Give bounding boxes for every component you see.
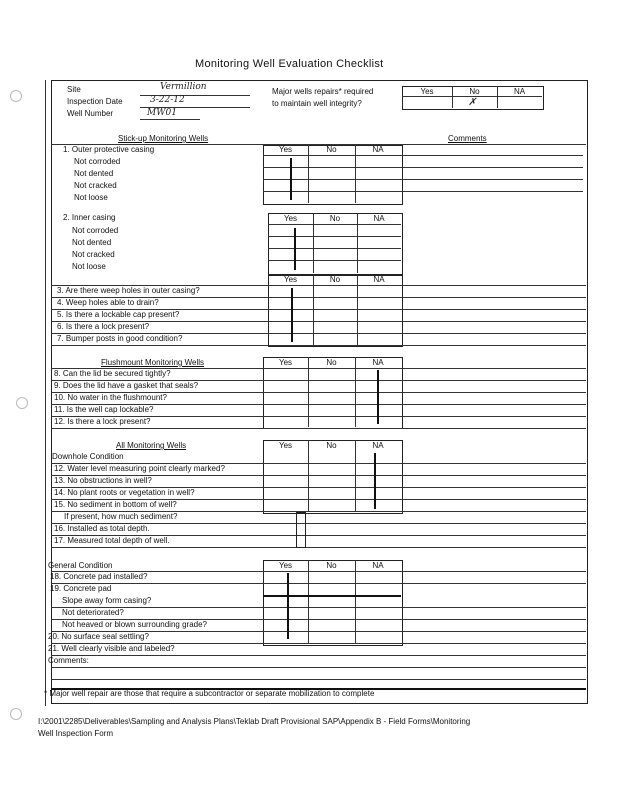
repairs-no-check[interactable]: ✗ — [468, 97, 477, 108]
no-header: No — [326, 441, 337, 450]
na-header: NA — [372, 561, 384, 570]
yes-header: Yes — [278, 358, 293, 367]
q2-item: Not cracked — [72, 250, 115, 259]
punch-hole — [10, 708, 22, 720]
file-path-cont: Well Inspection Form — [38, 729, 113, 738]
na-header: NA — [373, 275, 385, 284]
all-heading: All Monitoring Wells — [116, 441, 187, 450]
q11-label: 11. Is the well cap lockable? — [54, 405, 154, 414]
q2-item: Not dented — [72, 238, 112, 247]
q19-item: Slope away form casing? — [62, 596, 152, 605]
q4-label: 4. Weep holes able to drain? — [57, 298, 159, 307]
grid-line — [268, 224, 401, 225]
repairs-question-1: Major wells repairs* required — [272, 87, 374, 96]
no-header: No — [329, 275, 341, 284]
q1-grid — [263, 145, 403, 205]
row-line — [51, 667, 586, 668]
q18-label: 18. Concrete pad installed? — [50, 572, 148, 581]
q19-label: 19. Concrete pad — [50, 584, 112, 593]
footnote: * Major well repair are those that require a subcontractor or separate mobilization to complete — [44, 689, 375, 698]
q14-label: 14. No plant roots or vegetation in well? — [54, 488, 195, 497]
q12b-label: 12. Water level measuring point clearly marked? — [54, 464, 225, 473]
q15b-label: If present, how much sediment? — [64, 512, 178, 521]
q3-label: 3. Are there weep holes in outer casing? — [57, 286, 200, 295]
grid-line — [263, 155, 583, 156]
yes-check-line[interactable] — [287, 573, 289, 639]
q1-label: 1. Outer protective casing — [63, 145, 155, 154]
margin-line — [45, 80, 46, 706]
no-header: No — [326, 145, 337, 154]
q21-label: 21. Well clearly visible and labeled? — [48, 644, 175, 653]
repairs-question-2: to maintain well integrity? — [272, 99, 362, 108]
no-header: No — [326, 561, 337, 570]
date-label: Inspection Date — [67, 97, 123, 106]
general-subheading: General Condition — [48, 561, 113, 570]
na-check-line[interactable] — [374, 453, 376, 509]
row-line — [51, 607, 586, 608]
row-line — [51, 583, 586, 584]
grid-line — [268, 248, 401, 249]
q1-item: Not loose — [74, 193, 108, 202]
q1-item: Not corroded — [74, 157, 121, 166]
na-check-line[interactable] — [377, 370, 379, 424]
q6-label: 6. Is there a lock present? — [57, 322, 150, 331]
yes-check-line[interactable] — [291, 288, 293, 342]
na-header: NA — [372, 358, 384, 367]
q16-label: 16. Installed as total depth. — [54, 524, 150, 533]
no-header: No — [326, 358, 337, 367]
q1-item: Not cracked — [74, 181, 117, 190]
row-line — [51, 547, 586, 548]
yes-check-line[interactable] — [294, 228, 296, 270]
grid-line — [308, 440, 309, 512]
q2-item: Not corroded — [72, 226, 119, 235]
q5-label: 5. Is there a lockable cap present? — [57, 310, 180, 319]
q13-label: 13. No obstructions in well? — [54, 476, 152, 485]
row-line — [51, 345, 586, 346]
yes-header: Yes — [278, 441, 293, 450]
well-value[interactable]: MW01 — [147, 108, 177, 118]
yes-header: Yes — [278, 561, 293, 570]
yes-check-line[interactable] — [290, 158, 292, 200]
site-label: Site — [67, 85, 81, 94]
no-header: No — [469, 87, 480, 96]
general-grid — [263, 560, 403, 646]
underline — [140, 119, 200, 120]
q7-label: 7. Bumper posts in good condition? — [57, 334, 183, 343]
site-value[interactable]: Vermillion — [160, 82, 207, 92]
depth-box[interactable] — [296, 512, 306, 548]
punch-hole — [16, 397, 28, 409]
yes-header: Yes — [283, 275, 298, 284]
yes-header: Yes — [420, 87, 434, 96]
downhole-subheading: Downhole Condition — [52, 452, 124, 461]
q12-label: 12. Is there a lock present? — [54, 417, 151, 426]
q10-label: 10. No water in the flushmount? — [54, 393, 167, 402]
grid-line — [263, 179, 583, 180]
grid-line — [263, 595, 401, 597]
grid-line — [263, 191, 583, 192]
na-header: NA — [513, 87, 526, 96]
q9-label: 9. Does the lid have a gasket that seals? — [54, 381, 199, 390]
page-title: Monitoring Well Evaluation Checklist — [195, 58, 384, 70]
stickup-heading: Stick-up Monitoring Wells — [118, 134, 209, 143]
na-header: NA — [372, 145, 384, 154]
comments-label: Comments: — [48, 656, 89, 665]
well-label: Well Number — [67, 109, 114, 118]
q20-label: 20. No surface seal settling? — [48, 632, 149, 641]
q8-label: 8. Can the lid be secured tightly? — [54, 369, 171, 378]
flush-heading: Flushmount Monitoring Wells — [101, 358, 205, 367]
grid-line — [268, 260, 401, 261]
row-line — [51, 428, 586, 429]
row-line — [51, 655, 586, 656]
punch-hole — [10, 90, 22, 102]
q19-item: Not heaved or blown surrounding grade? — [62, 620, 207, 629]
q17-label: 17. Measured total depth of well. — [54, 536, 170, 545]
no-header: No — [329, 214, 341, 223]
q19-item: Not deteriorated? — [62, 608, 124, 617]
q15-label: 15. No sediment in bottom of well? — [54, 500, 177, 509]
q2-item: Not loose — [72, 262, 106, 271]
row-line — [51, 679, 586, 680]
file-path: I:\2001\2285\Deliverables\Sampling and Analysis Plans\Teklab Draft Provisional SAP\Appendix B - Field Forms\Monitoring — [38, 717, 471, 726]
grid-line — [268, 236, 401, 237]
date-value[interactable]: 3-22-12 — [150, 95, 185, 105]
na-header: NA — [372, 441, 384, 450]
yes-header: Yes — [278, 145, 293, 154]
comments-heading: Comments — [448, 134, 487, 143]
grid-line — [263, 167, 583, 168]
grid-line — [355, 440, 356, 512]
na-header: NA — [373, 214, 385, 223]
q1-item: Not dented — [74, 169, 114, 178]
yes-header: Yes — [283, 214, 298, 223]
q2-label: 2. Inner casing — [63, 213, 116, 222]
downhole-grid — [263, 440, 403, 514]
